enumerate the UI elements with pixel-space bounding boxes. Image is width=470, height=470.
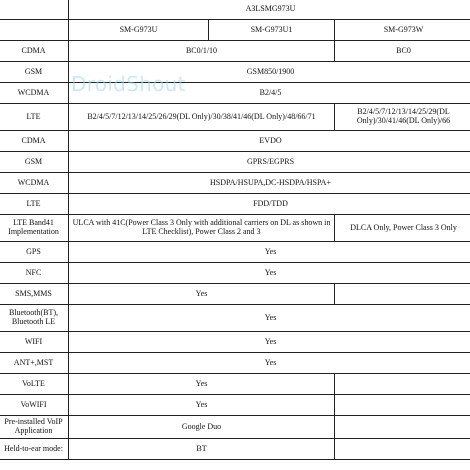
row-value-empty bbox=[335, 284, 470, 305]
row-label: GSM bbox=[0, 62, 69, 83]
header-corner-bottom bbox=[0, 20, 69, 41]
row-gps bbox=[0, 242, 470, 263]
row-value-empty bbox=[335, 374, 470, 395]
row-gsm bbox=[0, 62, 470, 83]
row-value-empty bbox=[335, 416, 470, 439]
row-value: FDD/TDD bbox=[69, 194, 470, 215]
row-label: CDMA bbox=[0, 41, 69, 62]
row-sms-mms bbox=[0, 284, 470, 305]
row-label: WCDMA bbox=[0, 173, 69, 194]
row-gsm-data bbox=[0, 152, 470, 173]
row-label: GSM bbox=[0, 152, 69, 173]
row-vowifi bbox=[0, 395, 470, 416]
row-label: Bluetooth(BT), Bluetooth LE bbox=[0, 305, 69, 332]
row-value: Yes bbox=[69, 284, 335, 305]
row-value: Yes bbox=[69, 395, 335, 416]
row-value: GSM850/1900 bbox=[69, 62, 470, 83]
row-label: Pre-installed VoIP Application bbox=[0, 416, 69, 439]
header-row-models bbox=[0, 20, 470, 41]
row-value: GPRS/EGPRS bbox=[69, 152, 470, 173]
row-label: VoLTE bbox=[0, 374, 69, 395]
row-label: CDMA bbox=[0, 131, 69, 152]
row-value: Yes bbox=[69, 242, 470, 263]
row-label: GPS bbox=[0, 242, 69, 263]
watermark-text: DroidShout bbox=[71, 72, 186, 96]
row-nfc bbox=[0, 263, 470, 284]
row-wifi bbox=[0, 332, 470, 353]
model-header-sm-g973w: SM-G973W bbox=[335, 20, 470, 41]
row-value: Yes bbox=[69, 263, 470, 284]
row-ant-mst bbox=[0, 353, 470, 374]
row-value: BC0/1/10 bbox=[69, 41, 335, 62]
row-lte-band41 bbox=[0, 215, 470, 242]
row-value: Yes bbox=[69, 332, 470, 353]
row-value: HSDPA/HSUPA,DC-HSDPA/HSPA+ bbox=[69, 173, 470, 194]
row-value: Yes bbox=[69, 374, 335, 395]
row-value: B2/4/5/7/12/13/14/25/29(DL Only)/30/41/46(DL Only)/66 bbox=[335, 104, 470, 131]
model-group-header: A3LSMG973U bbox=[69, 0, 470, 20]
row-label: VoWIFI bbox=[0, 395, 69, 416]
row-wcdma-data bbox=[0, 173, 470, 194]
row-label: ANT+,MST bbox=[0, 353, 69, 374]
row-label: SMS,MMS bbox=[0, 284, 69, 305]
row-value: ULCA with 41C(Power Class 3 Only with additional carriers on DL as shown in LTE Checklist), Power Class 2 and 3 bbox=[69, 215, 335, 242]
row-label: WIFI bbox=[0, 332, 69, 353]
row-held-to-ear bbox=[0, 439, 470, 460]
row-value: BC0 bbox=[335, 41, 470, 62]
row-value: B2/4/5/7/12/13/14/25/26/29(DL Only)/30/38/41/46(DL Only)/48/66/71 bbox=[69, 104, 335, 131]
row-value: B2/4/5 bbox=[69, 83, 470, 104]
row-cdma-data bbox=[0, 131, 470, 152]
row-value: Yes bbox=[69, 305, 470, 332]
row-value: Yes bbox=[69, 353, 470, 374]
header-row-model-group bbox=[0, 0, 470, 20]
header-corner-top bbox=[0, 0, 69, 20]
row-value: BT bbox=[69, 439, 335, 460]
row-label: NFC bbox=[0, 263, 69, 284]
row-label: LTE bbox=[0, 104, 69, 131]
model-header-sm-g973u1: SM-G973U1 bbox=[209, 20, 335, 41]
row-volte bbox=[0, 374, 470, 395]
row-lte bbox=[0, 104, 470, 131]
row-value: EVDO bbox=[69, 131, 470, 152]
row-label: LTE bbox=[0, 194, 69, 215]
row-value: Google Duo bbox=[69, 416, 335, 439]
row-cdma bbox=[0, 41, 470, 62]
row-voip bbox=[0, 416, 470, 439]
row-value: DLCA Only, Power Class 3 Only bbox=[335, 215, 470, 242]
row-value-empty bbox=[335, 439, 470, 460]
row-label: WCDMA bbox=[0, 83, 69, 104]
model-header-sm-g973u: SM-G973U bbox=[69, 20, 209, 41]
row-label: LTE Band41 Implementation bbox=[0, 215, 69, 242]
row-lte-data bbox=[0, 194, 470, 215]
row-label: Held-to-ear mode: bbox=[0, 439, 69, 460]
row-wcdma bbox=[0, 83, 470, 104]
row-bluetooth bbox=[0, 305, 470, 332]
row-value-empty bbox=[335, 395, 470, 416]
